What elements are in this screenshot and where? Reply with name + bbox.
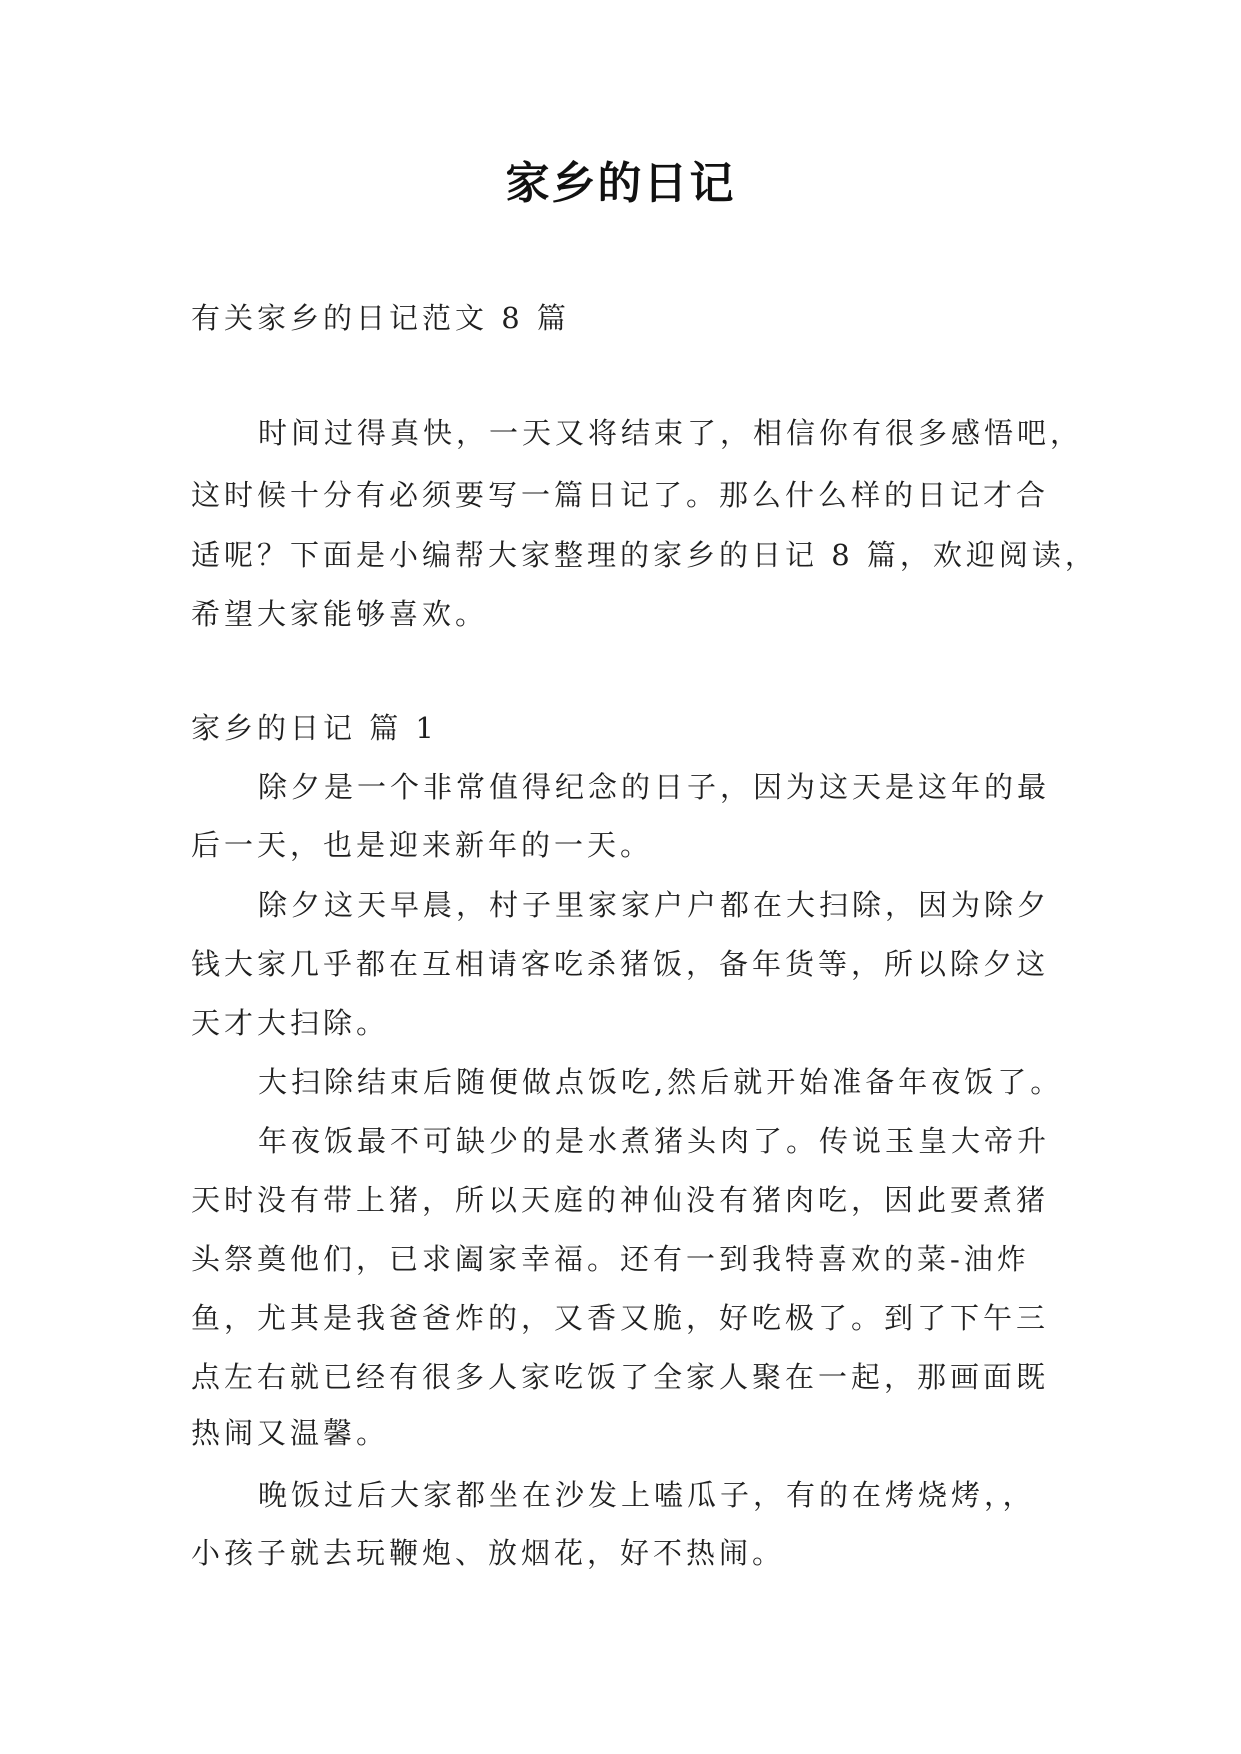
intro-line: 适呢？下面是小编帮大家整理的家乡的日记 8 篇，欢迎阅读， [191, 538, 1098, 572]
paragraph-line: 晚饭过后大家都坐在沙发上嗑瓜子，有的在烤烧烤，， [258, 1478, 1036, 1512]
paragraph-line: 小孩子就去玩鞭炮、放烟花，好不热闹。 [191, 1536, 786, 1570]
intro-line: 希望大家能够喜欢。 [191, 597, 489, 631]
paragraph-line: 天时没有带上猪，所以天庭的神仙没有猪肉吃，因此要煮猪 [191, 1183, 1050, 1217]
intro-line: 时间过得真快，一天又将结束了，相信你有很多感悟吧， [258, 416, 1084, 450]
paragraph-line: 天才大扫除。 [191, 1006, 390, 1040]
section-heading: 家乡的日记 篇 1 [191, 711, 438, 745]
paragraph-line: 除夕是一个非常值得纪念的日子，因为这天是这年的最 [258, 770, 1051, 804]
paragraph-line: 大扫除结束后随便做点饭吃,然后就开始准备年夜饭了。 [258, 1065, 1064, 1099]
document-title: 家乡的日记 [505, 158, 736, 209]
paragraph-line: 后一天，也是迎来新年的一天。 [191, 828, 654, 862]
paragraph-line: 鱼，尤其是我爸爸炸的，又香又脆，好吃极了。到了下午三 [191, 1301, 1050, 1335]
paragraph-line: 年夜饭最不可缺少的是水煮猪头肉了。传说玉皇大帝升 [258, 1124, 1051, 1158]
intro-line: 这时候十分有必须要写一篇日记了。那么什么样的日记才合 [191, 478, 1050, 512]
paragraph-line: 头祭奠他们，已求阖家幸福。还有一到我特喜欢的菜-油炸 [191, 1242, 1030, 1276]
paragraph-line: 点左右就已经有很多人家吃饭了全家人聚在一起，那画面既 [191, 1360, 1050, 1394]
paragraph-line: 热闹又温馨。 [191, 1416, 390, 1450]
paragraph-line: 钱大家几乎都在互相请客吃杀猪饭，备年货等，所以除夕这 [191, 947, 1050, 981]
document-subtitle: 有关家乡的日记范文 8 篇 [191, 301, 570, 335]
paragraph-line: 除夕这天早晨，村子里家家户户都在大扫除，因为除夕 [258, 888, 1051, 922]
